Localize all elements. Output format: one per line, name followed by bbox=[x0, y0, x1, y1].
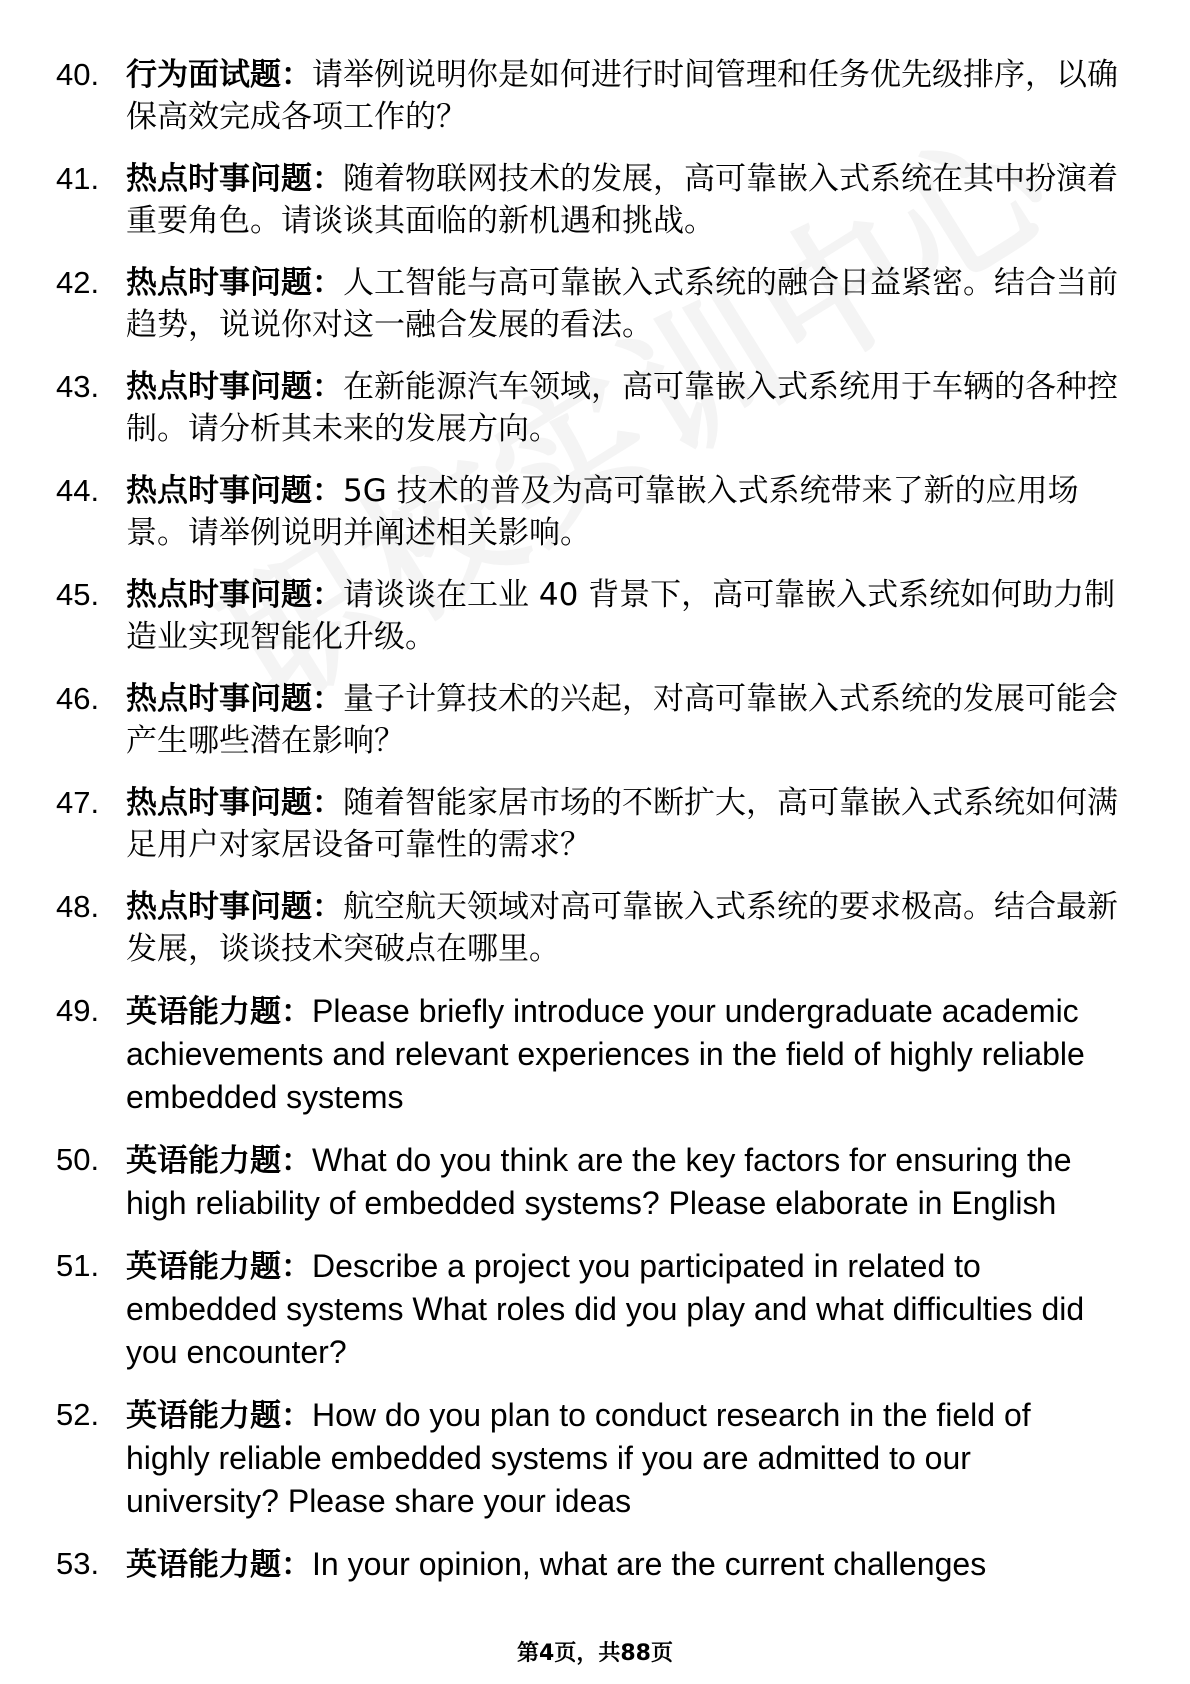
item-number: 42. bbox=[56, 265, 100, 300]
item-text: Please briefly introduce your undergraduate academic achievements and relevant experiences in the field of highly reliable embedded systems bbox=[126, 993, 1085, 1115]
list-item bbox=[0, 1245, 1190, 1374]
item-number: 41. bbox=[56, 161, 100, 196]
item-text: 在新能源汽车领域，高可靠嵌入式系统用于车辆的各种控制。请分析其未来的发展方向。 bbox=[126, 369, 1118, 447]
list-item bbox=[0, 990, 1190, 1119]
list-item bbox=[0, 678, 1190, 762]
item-category: 英语能力题： bbox=[126, 994, 312, 1030]
item-text: How do you plan to conduct research in the field of highly reliable embedded systems if you are admitted to our university? Please share your ideas bbox=[126, 1397, 1031, 1519]
item-category: 热点时事问题： bbox=[126, 577, 343, 613]
item-category: 热点时事问题： bbox=[126, 473, 343, 509]
item-text: 量子计算技术的兴起，对高可靠嵌入式系统的发展可能会产生哪些潜在影响？ bbox=[126, 681, 1118, 759]
item-category: 英语能力题： bbox=[126, 1249, 312, 1285]
item-text: 随着智能家居市场的不断扩大，高可靠嵌入式系统如何满足用户对家居设备可靠性的需求？ bbox=[126, 785, 1118, 863]
list-item bbox=[0, 782, 1190, 866]
item-text: 5G 技术的普及为高可靠嵌入式系统带来了新的应用场景。请举例说明并阐述相关影响。 bbox=[126, 473, 1079, 551]
list-item bbox=[0, 158, 1190, 242]
item-text: What do you think are the key factors for ensuring the high reliability of embedded systems? Please elaborate in English bbox=[126, 1142, 1072, 1221]
item-text: 请谈谈在工业 40 背景下，高可靠嵌入式系统如何助力制造业实现智能化升级。 bbox=[126, 577, 1116, 655]
list-item bbox=[0, 1543, 1190, 1586]
item-number: 50. bbox=[56, 1142, 100, 1177]
item-text: 请举例说明你是如何进行时间管理和任务优先级排序，以确保高效完成各项工作的？ bbox=[126, 57, 1118, 135]
item-category: 热点时事问题： bbox=[126, 369, 343, 405]
item-number: 49. bbox=[56, 993, 100, 1028]
item-category: 英语能力题： bbox=[126, 1547, 312, 1583]
list-item bbox=[0, 470, 1190, 554]
item-number: 47. bbox=[56, 785, 100, 820]
item-number: 40. bbox=[56, 57, 100, 92]
list-item bbox=[0, 366, 1190, 450]
item-category: 行为面试题： bbox=[126, 57, 312, 93]
item-category: 热点时事问题： bbox=[126, 161, 343, 197]
page-number: 第4页，共88页 bbox=[517, 1641, 673, 1666]
item-text: 人工智能与高可靠嵌入式系统的融合日益紧密。结合当前趋势，说说你对这一融合发展的看法。 bbox=[126, 265, 1118, 343]
item-number: 43. bbox=[56, 369, 100, 404]
item-number: 45. bbox=[56, 577, 100, 612]
item-text: In your opinion, what are the current challenges bbox=[312, 1546, 987, 1582]
item-category: 热点时事问题： bbox=[126, 681, 343, 717]
item-category: 热点时事问题： bbox=[126, 785, 343, 821]
list-item bbox=[0, 1139, 1190, 1225]
item-number: 53. bbox=[56, 1546, 100, 1581]
item-number: 46. bbox=[56, 681, 100, 716]
list-item bbox=[0, 886, 1190, 970]
item-category: 英语能力题： bbox=[126, 1143, 312, 1179]
list-item bbox=[0, 54, 1190, 138]
list-item bbox=[0, 262, 1190, 346]
list-item bbox=[0, 574, 1190, 658]
item-number: 44. bbox=[56, 473, 100, 508]
item-text: 航空航天领域对高可靠嵌入式系统的要求极高。结合最新发展，谈谈技术突破点在哪里。 bbox=[126, 889, 1118, 967]
item-number: 51. bbox=[56, 1248, 100, 1283]
item-number: 48. bbox=[56, 889, 100, 924]
question-list bbox=[0, 54, 1190, 1606]
item-category: 英语能力题： bbox=[126, 1398, 312, 1434]
item-number: 52. bbox=[56, 1397, 100, 1432]
item-category: 热点时事问题： bbox=[126, 889, 343, 925]
item-text: Describe a project you participated in related to embedded systems What roles did you play and what difficulties did you encounter? bbox=[126, 1248, 1085, 1370]
item-text: 随着物联网技术的发展，高可靠嵌入式系统在其中扮演着重要角色。请谈谈其面临的新机遇和挑战。 bbox=[126, 161, 1118, 239]
item-category: 热点时事问题： bbox=[126, 265, 343, 301]
list-item bbox=[0, 1394, 1190, 1523]
